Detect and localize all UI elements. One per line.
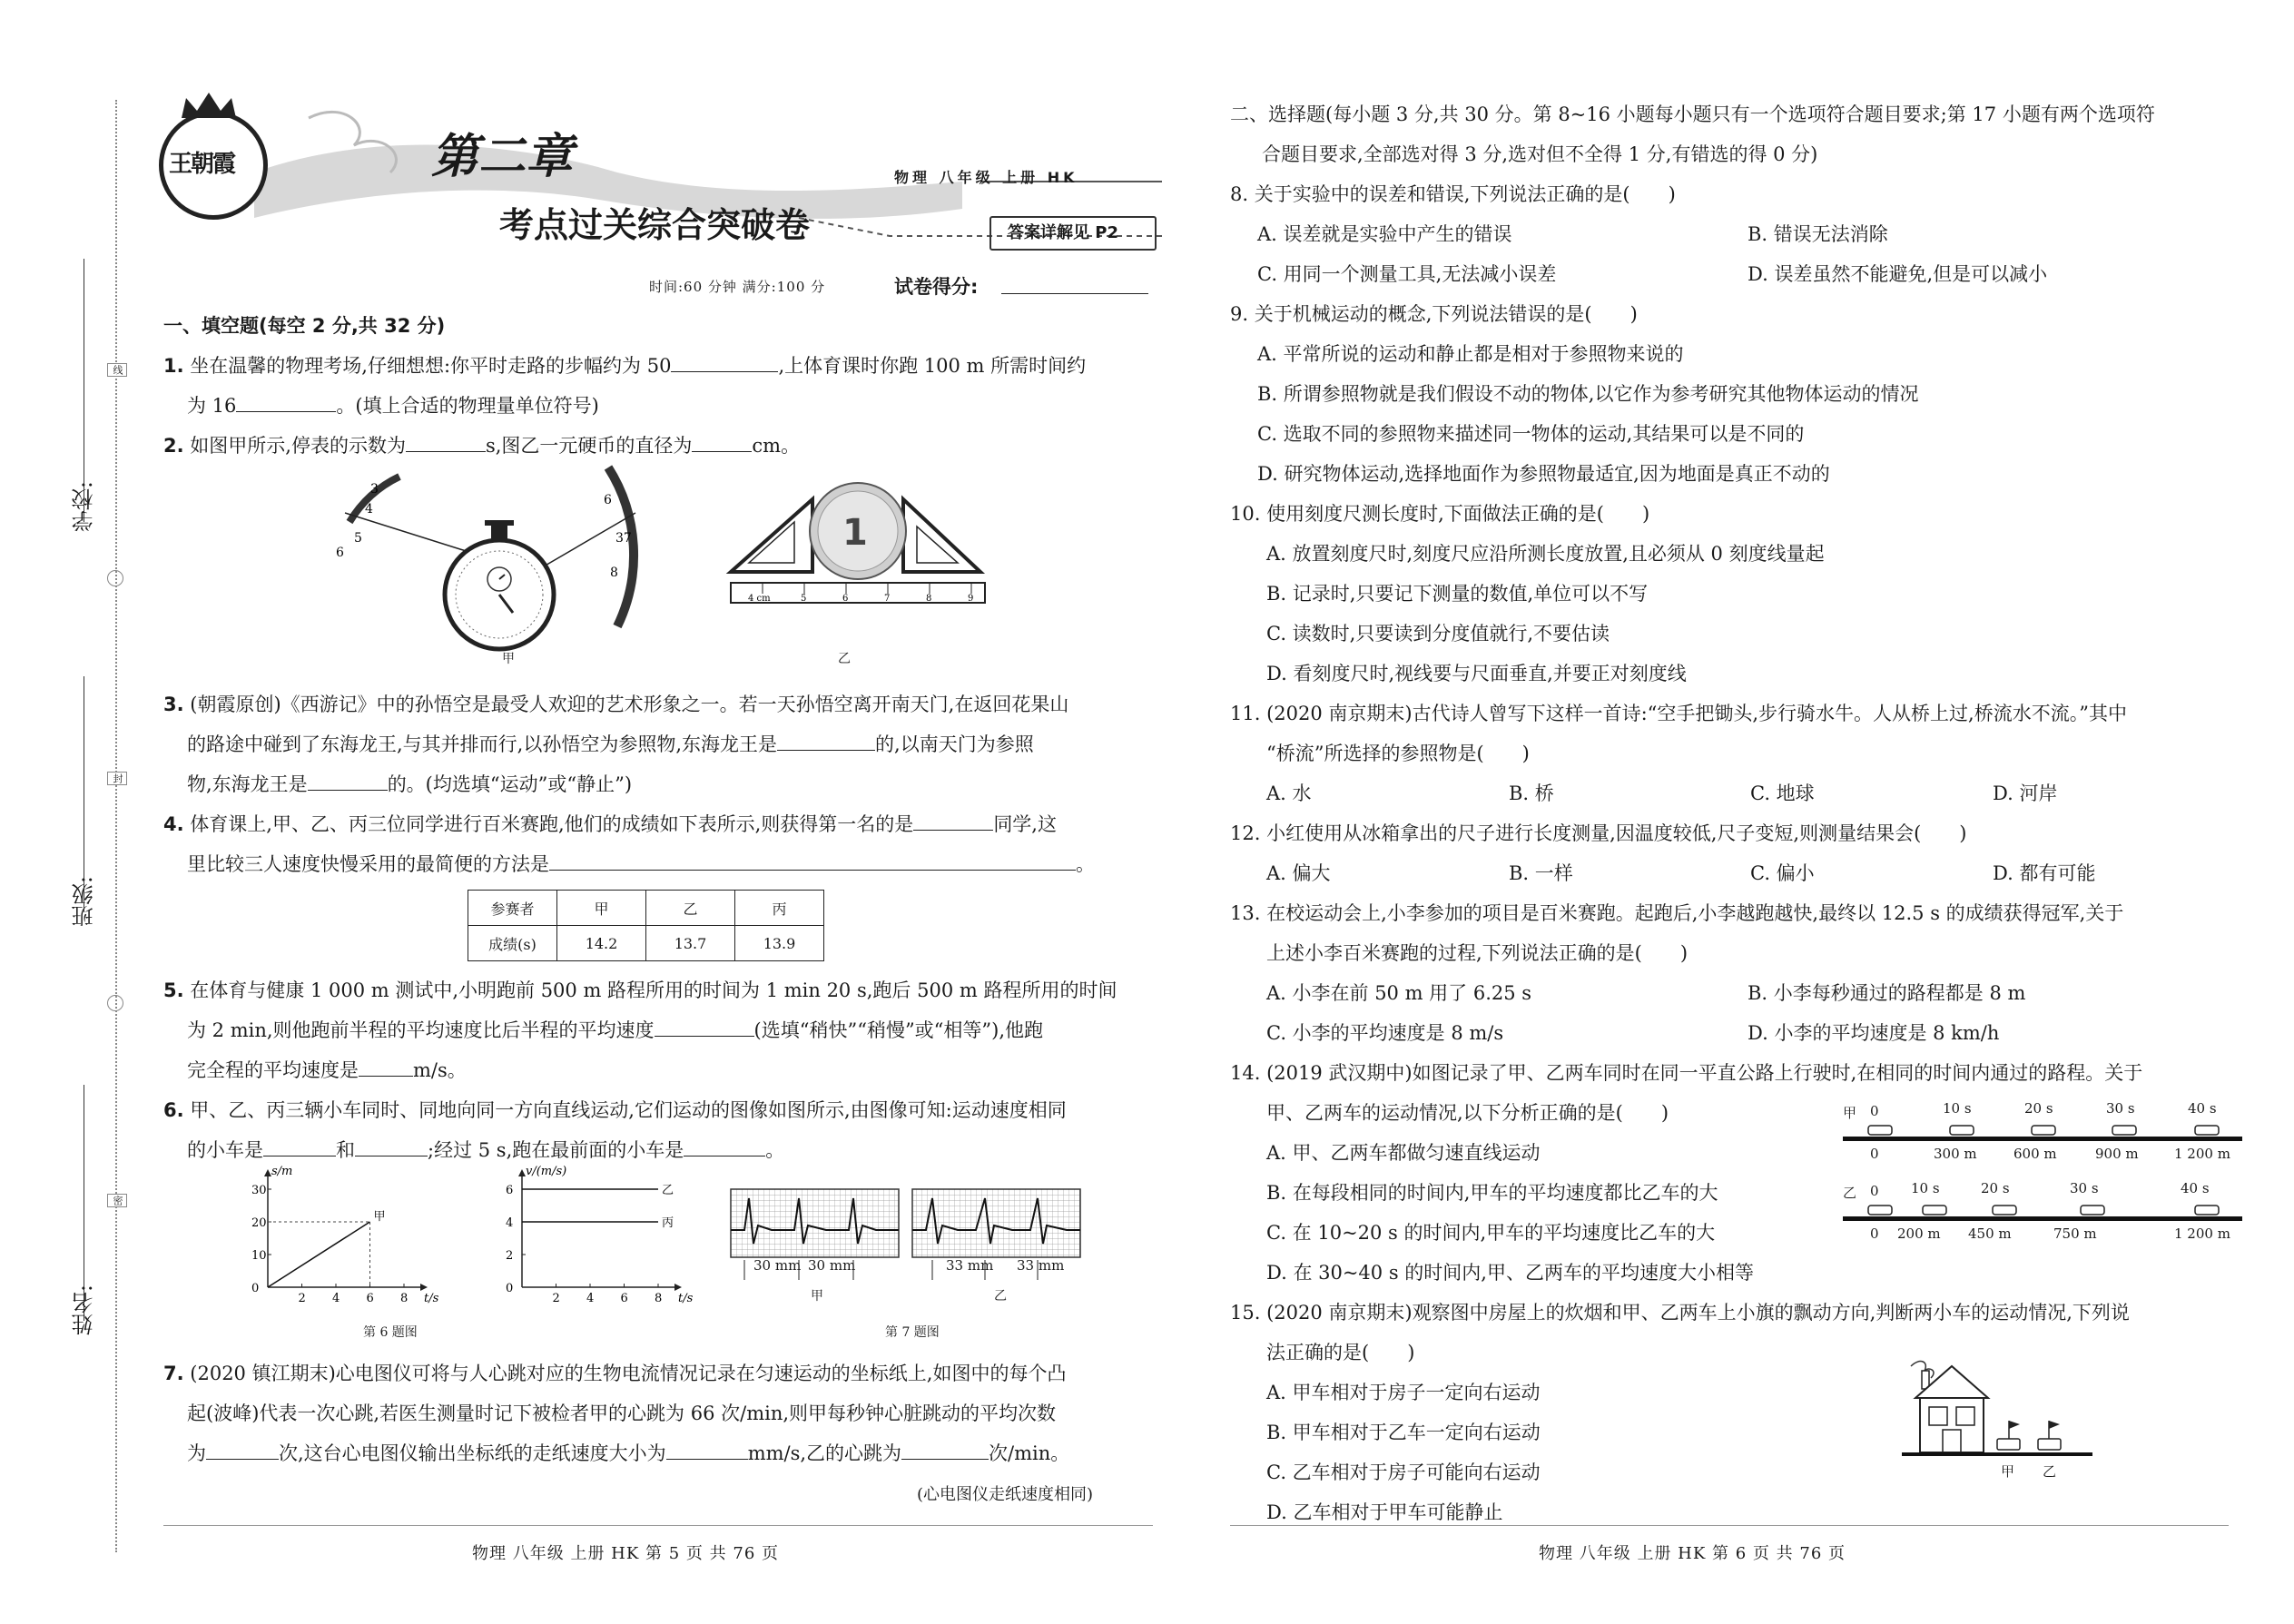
- question-5-cont: [187, 1016, 1043, 1043]
- q-text: 如图甲所示,停表的示数为: [190, 435, 406, 457]
- car-yi-label: 乙: [1843, 1185, 1857, 1201]
- ecg-label: 30 mm: [753, 1257, 802, 1274]
- option-b[interactable]: B. 记录时,只要记下测量的数值,单位可以不写: [1266, 583, 1649, 605]
- question-5: [163, 976, 1117, 1003]
- fig2-caption-b: 乙: [838, 652, 851, 666]
- question-3-cont: [187, 770, 632, 797]
- dial-tick: 6: [604, 493, 612, 507]
- option-c[interactable]: C. 读数时,只要读到分度值就行,不要估读: [1266, 623, 1610, 645]
- x-tick-label: 8: [655, 1292, 663, 1305]
- option-d[interactable]: D. 乙车相对于甲车可能静止: [1266, 1501, 1503, 1523]
- x-tick-label: 6: [366, 1292, 374, 1305]
- ruler-unit: 4 cm: [748, 594, 771, 604]
- time-label: 0: [1870, 1183, 1879, 1199]
- option-d[interactable]: D. 河岸: [1993, 782, 2058, 804]
- ecg-label: 33 mm: [946, 1257, 994, 1274]
- option-a[interactable]: A. 偏大: [1266, 862, 1331, 884]
- table-cell: 成绩(s): [468, 926, 557, 961]
- q7-note: (心电图仪走纸速度相同): [917, 1485, 1094, 1504]
- house-figure: [1902, 1353, 2102, 1471]
- question-13: 13. 在校运动会上,小李参加的项目是百米赛跑。起跑后,小李越跑越快,最终以 12.5 s 的成绩获得冠军,关于: [1230, 902, 2124, 924]
- option-c[interactable]: C. 选取不同的参照物来描述同一物体的运动,其结果可以是不同的: [1257, 423, 1805, 445]
- fig7-caption-b: 乙: [994, 1289, 1007, 1304]
- crown-icon: [177, 91, 241, 122]
- book-tag: 物理 八年级 上册 HK: [894, 169, 1078, 186]
- footer-divider: [1230, 1525, 2229, 1526]
- table-header-row: [468, 891, 824, 926]
- fig2-caption-a: 甲: [502, 652, 515, 666]
- binding-hole: [107, 995, 123, 1011]
- option-d[interactable]: D. 小李的平均速度是 8 km/h: [1748, 1022, 2000, 1044]
- option-a[interactable]: A. 甲车相对于房子一定向右运动: [1266, 1382, 1541, 1403]
- q-text: 坐在温馨的物理考场,仔细想想:你平时走路的步幅约为 50: [190, 355, 672, 377]
- q-text: cm。: [752, 435, 801, 457]
- q-number: 3.: [163, 694, 184, 715]
- option-d[interactable]: D. 看刻度尺时,视线要与尺面垂直,并要正对刻度线: [1266, 663, 1687, 684]
- dist-label: 600 m: [2013, 1146, 2057, 1162]
- table-cell: 13.9: [735, 926, 824, 961]
- time-label: 40 s: [2188, 1100, 2217, 1117]
- question-15-cont: 法正确的是( ): [1266, 1342, 1415, 1363]
- q-text: (朝霞原创)《西游记》中的孙悟空是最受人欢迎的艺术形象之一。若一天孙悟空离开南天门,在返回花果山: [190, 694, 1069, 715]
- car-yi-label: 乙: [2043, 1463, 2057, 1480]
- question-1: [163, 351, 1086, 379]
- dist-label: 900 m: [2095, 1146, 2139, 1162]
- option-b[interactable]: B. 错误无法消除: [1748, 223, 1888, 245]
- option-a[interactable]: A. 甲、乙两车都做匀速直线运动: [1266, 1142, 1541, 1164]
- y-tick-label: 6: [506, 1184, 514, 1197]
- time-label: 40 s: [2181, 1180, 2210, 1196]
- q-text: 甲、乙、丙三辆小车同时、同地向同一方向直线运动,它们运动的图像如图所示,由图像可知:运动速度相同: [190, 1099, 1067, 1121]
- answer-blank[interactable]: [913, 813, 993, 831]
- q-number: 7.: [163, 1363, 184, 1384]
- question-12: 12. 小红使用从冰箱拿出的尺子进行长度测量,因温度较低,尺子变短,则测量结果会( ): [1230, 822, 1967, 844]
- fig7-caption-a: 甲: [811, 1289, 823, 1304]
- time-label: 10 s: [1911, 1180, 1940, 1196]
- x-tick-label: 4: [586, 1292, 595, 1305]
- y-tick-label: 4: [506, 1216, 514, 1230]
- question-10: 10. 使用刻度尺测长度时,下面做法正确的是( ): [1230, 503, 1650, 525]
- option-c[interactable]: C. 乙车相对于房子可能向右运动: [1266, 1462, 1541, 1483]
- score-field[interactable]: [1001, 293, 1148, 294]
- ecg-figure: [731, 1189, 1085, 1303]
- option-a[interactable]: A. 放置刻度尺时,刻度尺应沿所测长度放置,且必须从 0 刻度线量起: [1266, 543, 1825, 565]
- page-footer-right: 物理 八年级 上册 HK 第 6 页 共 76 页: [1539, 1544, 1846, 1563]
- binding-hole: [107, 570, 123, 586]
- q-text: ,上体育课时你跑 100 m 所需时间约: [778, 355, 1087, 377]
- q-text: 的。(均选填“运动”或“静止”): [387, 773, 633, 795]
- ecg-label: 33 mm: [1017, 1257, 1065, 1274]
- paper-title: 考点过关综合突破卷: [499, 204, 811, 245]
- table-cell: 甲: [557, 891, 646, 926]
- option-a[interactable]: A. 误差就是实验中产生的错误: [1257, 223, 1512, 245]
- q-text: 在体育与健康 1 000 m 测试中,小明跑前 500 m 路程所用的时间为 1 min 20 s,跑后 500 m 路程所用的时间: [190, 979, 1117, 1001]
- q-text: 次/min。: [989, 1442, 1070, 1464]
- svg-text:7: 7: [884, 594, 891, 604]
- option-d[interactable]: D. 研究物体运动,选择地面作为参照物最适宜,因为地面是真正不动的: [1257, 463, 1830, 485]
- q-text: 为: [187, 1442, 206, 1464]
- option-d[interactable]: D. 都有可能: [1993, 862, 2096, 884]
- table-cell: 14.2: [557, 926, 646, 961]
- q-text: 物,东海龙王是: [187, 773, 308, 795]
- section2-heading: 二、选择题(每小题 3 分,共 30 分。第 8~16 小题每小题只有一个选项符合题目要求;第 17 小题有两个选项符: [1230, 103, 2155, 125]
- answer-blank[interactable]: [263, 1139, 336, 1156]
- question-15: 15. (2020 南京期末)观察图中房屋上的炊烟和甲、乙两车上小旗的飘动方向,判断两小车的运动情况,下列说: [1230, 1302, 2130, 1324]
- question-3: [163, 690, 1068, 717]
- ecg-label: 30 mm: [808, 1257, 856, 1274]
- x-tick-label: 2: [298, 1292, 306, 1305]
- answer-blank[interactable]: [236, 395, 336, 412]
- series-label: 丙: [662, 1216, 674, 1230]
- svg-text:8: 8: [926, 594, 932, 604]
- binding-mark: 线: [107, 363, 127, 377]
- dist-label: 1 200 m: [2174, 1225, 2230, 1242]
- dist-label: 450 m: [1968, 1225, 2012, 1242]
- svg-text:6: 6: [842, 594, 849, 604]
- option-c[interactable]: C. 小李的平均速度是 8 m/s: [1266, 1022, 1504, 1044]
- dist-label: 300 m: [1934, 1146, 1977, 1162]
- answer-blank[interactable]: [692, 435, 752, 452]
- question-14: 14. (2019 武汉期中)如图记录了甲、乙两车同时在同一平直公路上行驶时,在相同的时间内通过的路程。关于: [1230, 1062, 2143, 1084]
- score-label: 试卷得分:: [894, 276, 979, 298]
- q-text: (选填“稍快”“稍慢”或“相等”),他跑: [753, 1019, 1044, 1041]
- chapter-title: 第二章: [431, 130, 574, 184]
- section2-heading-cont: 合题目要求,全部选对得 3 分,选对但不全得 1 分,有错选的得 0 分): [1262, 143, 1818, 165]
- q-text: 为 16: [187, 395, 237, 417]
- footer-divider: [163, 1525, 1153, 1526]
- x-axis-label: t/s: [678, 1292, 694, 1305]
- table-cell: 参赛者: [468, 891, 557, 926]
- q-text: ;经过 5 s,跑在最前面的小车是: [428, 1139, 684, 1161]
- time-label: 30 s: [2070, 1180, 2099, 1196]
- q-number: 5.: [163, 979, 184, 1001]
- x-axis-arrow: [420, 1284, 428, 1291]
- option-b[interactable]: B. 甲车相对于乙车一定向右运动: [1266, 1422, 1541, 1443]
- option-b[interactable]: B. 一样: [1509, 862, 1573, 884]
- option-a[interactable]: A. 水: [1266, 782, 1312, 804]
- q-text: 里比较三人速度快慢采用的最简便的方法是: [187, 853, 549, 875]
- option-c[interactable]: C. 偏小: [1750, 862, 1815, 884]
- section1-heading: 一、填空题(每空 2 分,共 32 分): [163, 315, 446, 337]
- q-text: 。: [765, 1139, 785, 1161]
- coin-ruler-figure: [726, 481, 989, 617]
- dist-label: 0: [1870, 1225, 1879, 1242]
- question-7-cont: [187, 1399, 1056, 1426]
- dial-tick: 4: [365, 502, 373, 517]
- y-tick-label: 2: [506, 1249, 514, 1263]
- table-cell: 13.7: [646, 926, 735, 961]
- question-7: [163, 1359, 1066, 1386]
- logo-text: 王朝霞: [169, 151, 235, 178]
- option-d[interactable]: D. 在 30~40 s 的时间内,甲、乙两车的平均速度大小相等: [1266, 1262, 1754, 1284]
- q-text: 完全程的平均速度是: [187, 1059, 359, 1081]
- table-cell: 乙: [646, 891, 735, 926]
- answer-blank[interactable]: [549, 853, 1076, 871]
- option-b[interactable]: B. 小李每秒通过的路程都是 8 m: [1748, 982, 2026, 1004]
- question-5-cont: [187, 1056, 467, 1083]
- fig6-caption: 第 6 题图: [363, 1325, 418, 1340]
- dist-label: 0: [1870, 1146, 1879, 1162]
- fig7-caption: 第 7 题图: [885, 1325, 940, 1340]
- svg-text:9: 9: [968, 594, 974, 604]
- question-3-cont: [187, 730, 1034, 757]
- dial-tick: 6: [336, 546, 344, 560]
- q-text: 同学,这: [993, 813, 1057, 835]
- q-text: 次,这台心电图仪输出坐标纸的走纸速度大小为: [279, 1442, 666, 1464]
- series-line: [268, 1222, 370, 1287]
- time-label: 30 s: [2106, 1100, 2135, 1117]
- answer-blank[interactable]: [655, 1019, 754, 1037]
- vt-chart: [481, 1165, 699, 1307]
- school-label: 学校:: [72, 481, 97, 533]
- series-label: 甲: [373, 1210, 386, 1224]
- q-text: (2020 镇江期末)心电图仪可将与人心跳对应的生物电流情况记录在匀速运动的坐标纸上,如图中的每个凸: [190, 1363, 1067, 1384]
- class-label: 班级:: [72, 876, 97, 928]
- time-label: 0: [1870, 1103, 1879, 1119]
- car-jia-label: 甲: [1843, 1105, 1857, 1121]
- q-number: 2.: [163, 435, 184, 457]
- q-text: 。: [1076, 853, 1095, 875]
- x-tick-label: 4: [332, 1292, 340, 1305]
- answer-blank[interactable]: [206, 1442, 279, 1460]
- question-8: 8. 关于实验中的误差和错误,下列说法正确的是( ): [1230, 183, 1676, 205]
- option-c[interactable]: C. 地球: [1750, 782, 1815, 804]
- x-tick-label: 2: [552, 1292, 560, 1305]
- table-row: [468, 926, 824, 961]
- dial-tick: 3: [370, 482, 379, 497]
- y-axis-arrow: [518, 1169, 526, 1176]
- y-axis-label: v/(m/s): [526, 1165, 567, 1178]
- dial-tick: 8: [610, 566, 618, 580]
- question-11-cont: “桥流”所选择的参照物是( ): [1266, 743, 1530, 764]
- question-4: [163, 810, 1057, 837]
- stopwatch-figure: [327, 468, 672, 663]
- dial-tick: 37: [615, 531, 632, 546]
- car-jia-label: 甲: [2001, 1463, 2015, 1480]
- x-tick-label: 8: [400, 1292, 409, 1305]
- option-b[interactable]: B. 所谓参照物就是我们假设不动的物体,以它作为参考研究其他物体运动的情况: [1257, 383, 1919, 405]
- q-number: 4.: [163, 813, 184, 835]
- question-13-cont: 上述小李百米赛跑的过程,下列说法正确的是( ): [1266, 942, 1689, 964]
- answer-blank[interactable]: [684, 1139, 765, 1156]
- time-info: 时间:60 分钟 满分:100 分: [649, 279, 826, 295]
- answer-blank[interactable]: [901, 1442, 989, 1460]
- answer-blank[interactable]: [666, 1442, 748, 1460]
- q-text: 起(波峰)代表一次心跳,若医生测量时记下被检者甲的心跳为 66 次/min,则甲每秒钟心脏跳动的平均次数: [187, 1403, 1057, 1424]
- dial-tick: 5: [354, 531, 362, 546]
- option-c[interactable]: C. 在 10~20 s 的时间内,甲车的平均速度比乙车的大: [1266, 1222, 1716, 1244]
- q-text: 和: [336, 1139, 355, 1161]
- question-6-cont: [187, 1136, 784, 1163]
- x-axis-label: t/s: [424, 1292, 439, 1305]
- answer-blank[interactable]: [355, 1139, 428, 1156]
- page-footer-left: 物理 八年级 上册 HK 第 5 页 共 76 页: [472, 1544, 779, 1563]
- q-text: 的小车是: [187, 1139, 263, 1161]
- question-1-cont: [187, 391, 599, 418]
- answer-ref: 答案详解见 P2: [1008, 223, 1118, 242]
- dist-label: 200 m: [1897, 1225, 1941, 1242]
- y-tick-label: 0: [506, 1282, 514, 1295]
- option-a[interactable]: A. 平常所说的运动和静止都是相对于参照物来说的: [1257, 343, 1684, 365]
- option-b[interactable]: B. 桥: [1509, 782, 1554, 804]
- y-axis-arrow: [264, 1169, 271, 1176]
- q-text: 体育课上,甲、乙、丙三位同学进行百米赛跑,他们的成绩如下表所示,则获得第一名的是: [190, 813, 914, 835]
- option-c[interactable]: C. 用同一个测量工具,无法减小误差: [1257, 263, 1557, 285]
- q-text: s,图乙一元硬币的直径为: [485, 435, 693, 457]
- x-tick-label: 6: [620, 1292, 628, 1305]
- table-cell: 丙: [735, 891, 824, 926]
- binding-mark: 封: [107, 772, 127, 785]
- option-a[interactable]: A. 小李在前 50 m 用了 6.25 s: [1266, 982, 1532, 1004]
- series-label: 乙: [662, 1184, 674, 1197]
- q-text: 的,以南天门为参照: [875, 733, 1034, 755]
- dist-label: 1 200 m: [2174, 1146, 2230, 1162]
- answer-blank[interactable]: [777, 733, 875, 751]
- answer-blank[interactable]: [308, 773, 388, 791]
- y-tick-label: 30: [251, 1184, 267, 1197]
- question-6: [163, 1096, 1067, 1123]
- time-label: 20 s: [1981, 1180, 2010, 1196]
- y-tick-label: 10: [251, 1249, 267, 1263]
- binding-mark: 密: [107, 1194, 127, 1207]
- answer-blank[interactable]: [406, 435, 486, 452]
- results-table: [468, 890, 824, 961]
- svg-text:5: 5: [801, 594, 807, 604]
- q-number: 1.: [163, 355, 184, 377]
- q-text: 。(填上合适的物理量单位符号): [336, 395, 599, 417]
- y-tick-label: 20: [251, 1216, 267, 1230]
- coin-value: 1: [842, 512, 868, 554]
- question-7-cont: [187, 1439, 1069, 1466]
- dist-label: 750 m: [2053, 1225, 2097, 1242]
- name-label: 姓名:: [72, 1284, 97, 1336]
- answer-blank[interactable]: [671, 355, 778, 372]
- answer-blank[interactable]: [359, 1059, 413, 1077]
- x-axis-arrow: [674, 1284, 682, 1291]
- st-chart: [227, 1165, 439, 1307]
- time-label: 10 s: [1943, 1100, 1972, 1117]
- question-9: 9. 关于机械运动的概念,下列说法错误的是( ): [1230, 303, 1638, 325]
- time-label: 20 s: [2024, 1100, 2053, 1117]
- q-text: 为 2 min,则他跑前半程的平均速度比后半程的平均速度: [187, 1019, 655, 1041]
- question-2: [163, 431, 800, 458]
- option-d[interactable]: D. 误差虽然不能避免,但是可以减小: [1748, 263, 2048, 285]
- q-text: m/s。: [413, 1059, 467, 1081]
- question-4-cont: [187, 850, 1095, 877]
- question-11: 11. (2020 南京期末)古代诗人曾写下这样一首诗:“空手把锄头,步行骑水牛。人从桥上过,桥流水不流。”其中: [1230, 703, 2127, 724]
- q-number: 6.: [163, 1099, 184, 1121]
- option-b[interactable]: B. 在每段相同的时间内,甲车的平均速度都比乙车的大: [1266, 1182, 1718, 1204]
- y-axis-label: s/m: [271, 1165, 293, 1178]
- question-14-cont: 甲、乙两车的运动情况,以下分析正确的是( ): [1266, 1102, 1669, 1124]
- binding-line: [115, 100, 117, 1552]
- q-text: 的路途中碰到了东海龙王,与其并排而行,以孙悟空为参照物,东海龙王是: [187, 733, 778, 755]
- y-tick-label: 0: [251, 1282, 260, 1295]
- q-text: mm/s,乙的心跳为: [747, 1442, 902, 1464]
